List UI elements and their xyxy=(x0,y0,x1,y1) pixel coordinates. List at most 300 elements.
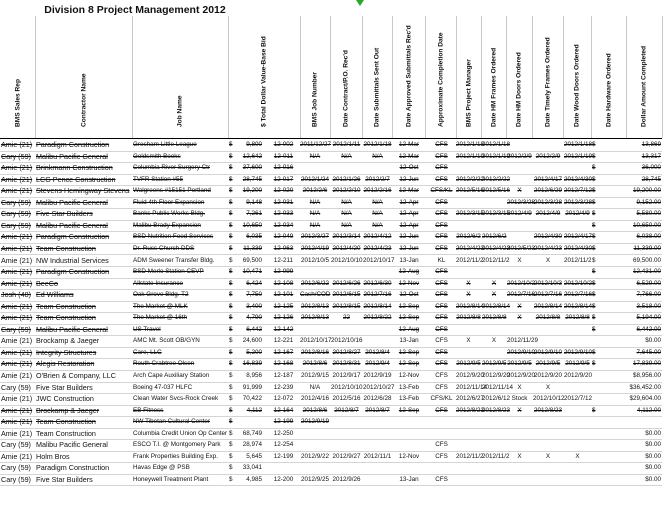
cell-dollar-sign[interactable]: $ xyxy=(592,233,596,241)
cell-dollar-sign[interactable] xyxy=(592,335,600,347)
cell-date-approved[interactable]: 2012/9/19 xyxy=(363,372,392,379)
cell-date-approved[interactable] xyxy=(363,162,392,174)
cell-hm-doors[interactable]: X xyxy=(491,291,497,299)
cell-timely-frames[interactable]: 2012/7/16 xyxy=(507,291,536,299)
cell-contractor[interactable]: Five Star Builders xyxy=(36,209,93,219)
cell-amount-completed[interactable]: 69,500.00 xyxy=(632,256,661,264)
cell-date-approved[interactable]: N/A xyxy=(372,210,383,218)
cell-amount-completed[interactable]: $0.00 xyxy=(645,475,661,483)
cell-date-contract[interactable]: 2012/8/6 xyxy=(302,406,328,414)
cell-completion-date[interactable] xyxy=(393,462,425,474)
cell-contractor[interactable]: Paradigm Construction xyxy=(36,267,110,277)
cell-wood-doors[interactable] xyxy=(533,335,563,347)
cell-base-bid[interactable]: 19,200 xyxy=(242,187,262,195)
cell-amount-completed[interactable]: 6,038.00 xyxy=(636,233,661,241)
cell-dollar-sign[interactable]: $ xyxy=(229,152,233,160)
cell-hm-doors[interactable]: 2012/8/23 xyxy=(482,406,511,414)
cell-sales-rep[interactable]: Amie (21) xyxy=(1,405,33,415)
cell-hm-doors[interactable]: 2012/11/2 xyxy=(482,452,510,460)
cell-sales-rep[interactable]: Amie (21) xyxy=(1,267,33,277)
cell-completion-date[interactable] xyxy=(393,428,425,440)
cell-date-contract[interactable]: 2012/9/25 xyxy=(300,475,329,483)
cell-sales-rep[interactable]: Cary (59) xyxy=(1,197,31,207)
cell-hardware[interactable] xyxy=(564,335,591,347)
cell-dollar-sign[interactable]: $ xyxy=(229,406,233,414)
cell-job-name[interactable]: Banks Public Works Bldg. xyxy=(133,210,205,218)
cell-job-name[interactable]: Malibu Brady Expansion xyxy=(133,221,201,229)
cell-sales-rep[interactable]: Amie (21) xyxy=(1,451,33,461)
cell-date-approved[interactable]: 2012/8/4 xyxy=(365,348,390,356)
cell-date-submittals-sent[interactable]: 2012/9/17 xyxy=(332,372,361,379)
cell-date-submittals-sent[interactable]: N/A xyxy=(341,221,352,229)
column-header-sales-rep[interactable] xyxy=(0,16,36,138)
column-header-date-contract-received[interactable] xyxy=(330,16,363,138)
cell-dollar-sign[interactable]: $ xyxy=(229,233,233,241)
cell-date-submittals-sent[interactable] xyxy=(331,324,362,336)
cell-project-manager[interactable]: CFS xyxy=(435,452,448,460)
cell-job-number[interactable]: 12-250 xyxy=(273,429,294,437)
cell-sales-rep[interactable]: Amie (21) xyxy=(1,417,33,427)
cell-dollar-sign[interactable]: $ xyxy=(229,475,233,483)
cell-timely-frames[interactable] xyxy=(507,428,532,440)
cell-hm-doors[interactable] xyxy=(482,462,506,474)
cell-job-number[interactable]: 12-011 xyxy=(273,152,294,160)
cell-date-approved[interactable] xyxy=(363,266,392,278)
cell-dollar-sign[interactable]: $ xyxy=(229,348,233,356)
cell-date-submittals-sent[interactable]: 2012/8/31 xyxy=(332,360,361,368)
cell-base-bid[interactable]: 12,642 xyxy=(242,152,262,160)
cell-amount-completed[interactable]: $0.00 xyxy=(645,429,661,437)
cell-date-contract[interactable]: 2012/2/6 xyxy=(302,187,328,195)
cell-sales-rep[interactable]: Cary (59) xyxy=(1,382,31,392)
cell-date-contract[interactable] xyxy=(300,439,330,451)
cell-date-approved[interactable] xyxy=(363,474,392,486)
cell-amount-completed[interactable]: 5,194.00 xyxy=(636,314,661,322)
cell-completion-date[interactable]: 12-Sep xyxy=(398,314,420,322)
cell-job-name[interactable]: Oak Grove Bldg. T2 xyxy=(133,291,189,299)
cell-hm-frames[interactable]: 2012/9/20 xyxy=(456,372,485,379)
cell-timely-frames[interactable]: X xyxy=(517,383,522,391)
cell-dollar-sign[interactable]: $ xyxy=(592,198,596,206)
cell-job-number[interactable]: 12-125 xyxy=(273,302,294,310)
cell-wood-doors[interactable] xyxy=(533,462,563,474)
cell-date-submittals-sent[interactable]: N/A xyxy=(341,152,352,160)
cell-job-number[interactable]: 12-020 xyxy=(273,187,294,195)
column-header-contractor-name[interactable] xyxy=(35,16,133,138)
cell-wood-doors[interactable]: 2012/2/9 xyxy=(535,152,561,160)
cell-completion-date[interactable]: 12-Jun xyxy=(399,175,419,183)
cell-hardware[interactable]: 2012/4/30 xyxy=(564,244,593,252)
cell-date-contract[interactable]: 2012/8/16 xyxy=(300,348,329,356)
cell-completion-date[interactable]: 12-Mar xyxy=(399,187,419,195)
cell-amount-completed[interactable]: 7,645.00 xyxy=(636,348,661,356)
cell-contractor[interactable]: Five Star Builders xyxy=(36,382,93,392)
cell-job-number[interactable]: 12-254 xyxy=(273,441,294,449)
cell-job-number[interactable]: 12-221 xyxy=(273,337,294,345)
cell-date-submittals-sent[interactable] xyxy=(331,162,362,174)
cell-job-name[interactable]: Boeing 47-037 HLFC xyxy=(133,383,193,391)
cell-job-name[interactable]: NW Tibetan Cultural Center xyxy=(133,418,210,426)
cell-project-manager[interactable]: CFS xyxy=(435,302,448,310)
cell-timely-frames[interactable]: 2012/10/2 xyxy=(507,279,536,287)
cell-date-approved[interactable]: 2012/11/1 xyxy=(363,452,392,460)
cell-sales-rep[interactable]: Amie (21) xyxy=(1,394,33,404)
cell-job-name[interactable]: EB Fitness xyxy=(133,406,164,414)
cell-dollar-sign[interactable]: $ xyxy=(592,256,596,264)
cell-timely-frames[interactable]: 2012/9/5 xyxy=(507,360,532,368)
cell-wood-doors[interactable]: 2012/8/8 xyxy=(535,314,561,322)
cell-amount-completed[interactable]: 28,745 xyxy=(641,175,661,183)
cell-date-submittals-sent[interactable]: 2012/6/15 xyxy=(332,291,361,299)
cell-completion-date[interactable]: 13-Jan xyxy=(399,337,419,345)
cell-date-contract[interactable]: N/A xyxy=(309,221,321,229)
cell-project-manager[interactable]: CFS xyxy=(435,383,448,391)
cell-sales-rep[interactable]: Cary (59) xyxy=(1,474,31,484)
cell-timely-frames[interactable]: X xyxy=(517,302,522,310)
cell-contractor[interactable]: Team Construction xyxy=(36,313,96,323)
cell-dollar-sign[interactable]: $ xyxy=(229,360,233,368)
cell-completion-date[interactable]: 12-Sep xyxy=(398,360,420,368)
cell-dollar-sign[interactable] xyxy=(592,382,600,394)
cell-timely-frames[interactable] xyxy=(507,462,532,474)
cell-base-bid[interactable]: 6,035 xyxy=(246,233,262,241)
cell-date-contract[interactable] xyxy=(300,462,330,474)
cell-timely-frames[interactable] xyxy=(507,231,532,243)
cell-dollar-sign[interactable]: $ xyxy=(229,268,233,276)
cell-sales-rep[interactable]: Cary (59) xyxy=(1,209,31,219)
cell-date-approved[interactable] xyxy=(363,416,392,428)
cell-job-name[interactable]: Routh Crabtree Olsen xyxy=(133,360,195,368)
cell-dollar-sign[interactable]: $ xyxy=(592,325,596,333)
cell-completion-date[interactable]: 12-Jun xyxy=(399,244,419,252)
cell-date-submittals-sent[interactable]: 2012/4/20 xyxy=(332,244,361,252)
cell-contractor[interactable]: NW Industrial Services xyxy=(36,255,109,265)
cell-amount-completed[interactable]: 10,650.00 xyxy=(632,221,661,229)
cell-date-approved[interactable]: 2012/8/22 xyxy=(363,314,392,322)
cell-hm-doors[interactable]: 2012/6/12 xyxy=(482,395,511,403)
cell-hm-doors[interactable]: X xyxy=(491,337,497,345)
cell-sales-rep[interactable]: Amie (21) xyxy=(1,243,33,253)
cell-hm-doors[interactable]: 2012/9/20 xyxy=(482,372,511,379)
cell-date-contract[interactable]: 2012/8/13 xyxy=(300,314,329,322)
cell-date-submittals-sent[interactable]: 2012/1/11 xyxy=(332,141,361,148)
cell-job-number[interactable]: 12-167 xyxy=(273,348,294,356)
cell-amount-completed[interactable]: $8,956.00 xyxy=(632,372,661,379)
column-header-date-submittals-sent[interactable] xyxy=(362,16,393,138)
cell-timely-frames[interactable] xyxy=(507,174,532,186)
cell-hm-frames[interactable]: 2012/4/23 xyxy=(456,244,485,252)
cell-amount-completed[interactable]: $0.00 xyxy=(645,441,661,449)
cell-hardware[interactable]: 2012/8/14 xyxy=(564,302,593,310)
cell-timely-frames[interactable] xyxy=(507,266,532,278)
cell-wood-doors[interactable]: X xyxy=(545,383,551,391)
cell-contractor[interactable]: Alegis Restoration xyxy=(36,359,95,369)
cell-date-approved[interactable]: 2012/2/7 xyxy=(365,175,390,183)
cell-completion-date[interactable]: 12-Mar xyxy=(399,141,419,148)
cell-date-submittals-sent[interactable] xyxy=(331,428,362,440)
cell-sales-rep[interactable]: Cary (59) xyxy=(1,440,31,450)
cell-base-bid[interactable]: 9,148 xyxy=(246,198,262,206)
cell-contractor[interactable]: Malibu Pacific General xyxy=(36,220,108,230)
cell-job-name[interactable]: Dr. Russ Church DDS xyxy=(133,244,195,252)
cell-completion-date[interactable]: 12-Apr xyxy=(399,210,419,218)
cell-timely-frames[interactable] xyxy=(507,439,532,451)
cell-hm-frames[interactable]: X xyxy=(466,291,471,299)
cell-dollar-sign[interactable]: $ xyxy=(229,210,233,218)
cell-hm-frames[interactable]: 2012/2/22 xyxy=(456,175,485,183)
cell-hm-doors[interactable] xyxy=(482,220,506,232)
cell-job-name[interactable]: Goldsmith Books xyxy=(133,152,181,160)
cell-dollar-sign[interactable]: $ xyxy=(592,291,596,299)
cell-timely-frames[interactable]: X xyxy=(517,406,522,414)
cell-hardware[interactable]: 2012/3/28 xyxy=(564,198,593,206)
cell-date-submittals-sent[interactable]: 2012/10/16 xyxy=(331,337,363,345)
cell-dollar-sign[interactable]: $ xyxy=(592,360,596,368)
cell-wood-doors[interactable] xyxy=(533,162,563,174)
cell-completion-date[interactable]: 12-Aug xyxy=(398,325,420,333)
cell-completion-date[interactable]: 12-Apr xyxy=(399,198,419,206)
cell-sales-rep[interactable]: Amie (21) xyxy=(1,140,33,149)
cell-timely-frames[interactable]: X xyxy=(517,452,522,460)
cell-hardware[interactable] xyxy=(564,162,591,174)
cell-dollar-sign[interactable] xyxy=(592,428,600,440)
cell-project-manager[interactable]: CFS xyxy=(435,233,448,241)
cell-job-number[interactable]: 12-063 xyxy=(273,244,294,252)
cell-hardware[interactable] xyxy=(564,382,591,394)
cell-date-contract[interactable]: N/A xyxy=(309,198,321,206)
cell-dollar-sign[interactable]: $ xyxy=(229,302,233,310)
cell-date-approved[interactable]: N/A xyxy=(372,221,383,229)
cell-job-name[interactable]: The Market @ 16th xyxy=(133,314,187,322)
cell-date-approved[interactable] xyxy=(363,324,392,336)
cell-hm-frames[interactable]: 2012/1/18 xyxy=(456,141,485,148)
cell-hm-frames[interactable]: 2012/1/19 xyxy=(456,152,485,160)
cell-date-approved[interactable]: 2012/10/17 xyxy=(363,256,395,264)
cell-date-approved[interactable]: 2012/7/16 xyxy=(363,291,392,299)
cell-wood-doors[interactable]: 2012/4/23 xyxy=(533,244,562,252)
cell-job-number[interactable]: 12-108 xyxy=(273,279,294,287)
cell-job-number[interactable]: 12-126 xyxy=(273,314,294,322)
cell-dollar-sign[interactable]: $ xyxy=(229,141,233,148)
cell-sales-rep[interactable]: Amie (21) xyxy=(1,278,33,288)
cell-contractor[interactable]: Team Construction xyxy=(36,417,96,427)
cell-wood-doors[interactable]: 2012/9/5 xyxy=(535,360,561,368)
cell-date-approved[interactable]: 2012/1/18 xyxy=(363,141,392,148)
cell-hardware[interactable] xyxy=(564,416,591,428)
cell-job-name[interactable]: TVFR Station #55 xyxy=(133,175,184,183)
cell-date-contract[interactable]: 2012/3/27 xyxy=(300,233,329,241)
cell-base-bid[interactable]: 8,956 xyxy=(246,372,262,379)
cell-job-name[interactable]: Allstate Insurance xyxy=(133,279,184,287)
cell-hm-frames[interactable] xyxy=(456,347,481,359)
cell-job-number[interactable]: 12-016 xyxy=(273,164,294,172)
cell-dollar-sign[interactable]: $ xyxy=(229,441,233,449)
cell-project-manager[interactable]: CFS xyxy=(435,314,448,322)
cell-date-approved[interactable]: 2012/8/7 xyxy=(365,406,390,414)
cell-hm-frames[interactable] xyxy=(456,197,481,209)
cell-job-name[interactable]: Care, LLC xyxy=(133,348,162,356)
cell-job-name[interactable]: Arch Cape Auxiliary Station xyxy=(133,372,210,379)
cell-completion-date[interactable] xyxy=(393,439,425,451)
cell-timely-frames[interactable]: 2012/9/10 xyxy=(507,348,536,356)
cell-hardware[interactable]: 2012/1/18 xyxy=(564,141,593,148)
cell-amount-completed[interactable]: 9,152.00 xyxy=(636,198,661,206)
cell-timely-frames[interactable]: X xyxy=(517,187,522,195)
cell-hm-doors[interactable] xyxy=(482,266,506,278)
table-row[interactable] xyxy=(0,474,662,487)
cell-sales-rep[interactable]: Amie (21) xyxy=(1,313,33,323)
cell-amount-completed[interactable] xyxy=(600,416,661,428)
cell-sales-rep[interactable]: Amie (21) xyxy=(1,163,33,173)
cell-hm-frames[interactable] xyxy=(456,162,481,174)
cell-base-bid[interactable]: 7,750 xyxy=(246,291,262,299)
cell-contractor[interactable]: Ed Williams xyxy=(36,290,74,300)
cell-timely-frames[interactable] xyxy=(507,220,532,232)
cell-hm-doors[interactable]: 2012/2/22 xyxy=(482,175,511,183)
cell-base-bid[interactable]: 7,261 xyxy=(246,210,262,218)
cell-wood-doors[interactable] xyxy=(533,416,563,428)
cell-dollar-sign[interactable] xyxy=(592,439,600,451)
cell-dollar-sign[interactable]: $ xyxy=(229,221,233,229)
cell-job-name[interactable]: BSD Nutrition Food Services xyxy=(133,233,214,241)
cell-amount-completed[interactable]: 17,839.00 xyxy=(632,360,661,368)
cell-amount-completed[interactable]: 4,112.00 xyxy=(636,406,661,414)
cell-contractor[interactable]: Paradigm Construction xyxy=(36,463,110,473)
cell-date-contract[interactable]: 2012/8/6 xyxy=(302,360,328,368)
cell-date-contract[interactable] xyxy=(300,324,330,336)
cell-contractor[interactable]: Team Construction xyxy=(36,301,96,311)
cell-hm-doors[interactable]: 2012/8/14 xyxy=(482,302,511,310)
cell-dollar-sign[interactable]: $ xyxy=(592,268,596,276)
cell-amount-completed[interactable]: $0.00 xyxy=(645,452,661,460)
cell-timely-frames[interactable]: 2012/11/29 xyxy=(507,337,539,345)
cell-completion-date[interactable]: 12-Sep xyxy=(398,348,420,356)
cell-project-manager[interactable] xyxy=(428,462,455,474)
cell-job-number[interactable]: 12-187 xyxy=(273,372,294,379)
cell-dollar-sign[interactable] xyxy=(592,416,600,428)
cell-contractor[interactable]: Brockamp & Jaeger xyxy=(36,405,100,415)
cell-wood-doors[interactable]: 2012/3/28 xyxy=(533,198,562,206)
cell-hm-doors[interactable]: X xyxy=(491,279,497,287)
cell-date-submittals-sent[interactable]: 2012/5/16 xyxy=(332,395,361,403)
cell-contractor[interactable]: Integrity Structures xyxy=(36,347,97,357)
cell-date-submittals-sent[interactable] xyxy=(331,416,362,428)
cell-timely-frames[interactable]: 2012/3/28 xyxy=(507,198,536,206)
cell-hm-frames[interactable] xyxy=(456,416,481,428)
cell-dollar-sign[interactable]: $ xyxy=(229,395,233,403)
cell-dollar-sign[interactable]: $ xyxy=(229,279,233,287)
cell-hm-doors[interactable]: 2012/5/16 xyxy=(482,187,511,195)
cell-contractor[interactable]: Paradigm Construction xyxy=(36,140,110,149)
cell-wood-doors[interactable] xyxy=(533,428,563,440)
cell-date-contract[interactable]: 2012/10/17 xyxy=(300,337,332,345)
cell-timely-frames[interactable] xyxy=(507,324,532,336)
cell-hm-frames[interactable]: 2012/3/15 xyxy=(456,210,485,218)
cell-job-number[interactable]: 12-199 xyxy=(273,452,294,460)
cell-dollar-sign[interactable]: $ xyxy=(229,164,233,172)
cell-project-manager[interactable]: CFS xyxy=(435,175,448,183)
cell-hm-frames[interactable] xyxy=(456,324,481,336)
cell-wood-doors[interactable]: 2012/10/12 xyxy=(533,395,565,403)
cell-timely-frames[interactable]: 2012/5/23 xyxy=(507,244,536,252)
cell-hm-frames[interactable]: 2012/5/16 xyxy=(456,187,485,195)
cell-hm-frames[interactable]: 2012/11/14 xyxy=(456,383,488,391)
cell-project-manager[interactable]: CFS/KL xyxy=(430,187,453,195)
cell-hardware[interactable] xyxy=(564,428,591,440)
cell-amount-completed[interactable]: $29,604.00 xyxy=(629,395,661,403)
cell-completion-date[interactable]: 12-Oct xyxy=(399,164,419,172)
cell-dollar-sign[interactable]: $ xyxy=(229,175,233,183)
cell-job-number[interactable]: 12-034 xyxy=(273,221,294,229)
cell-dollar-sign[interactable]: $ xyxy=(592,406,596,414)
cell-contractor[interactable]: Five Star Builders xyxy=(36,474,93,484)
cell-hm-doors[interactable] xyxy=(482,197,506,209)
cell-wood-doors[interactable]: 2012/4/30 xyxy=(533,233,562,241)
cell-hm-frames[interactable] xyxy=(456,220,481,232)
cell-base-bid[interactable]: 24,600 xyxy=(242,337,262,345)
cell-hardware[interactable]: 2012/8/8 xyxy=(565,314,590,322)
cell-job-name[interactable]: The Market @ MLK xyxy=(133,302,188,310)
cell-hm-frames[interactable]: X xyxy=(466,337,471,345)
cell-job-number[interactable]: 12-017 xyxy=(273,175,294,183)
cell-wood-doors[interactable]: 2012/10/3 xyxy=(533,279,562,287)
cell-project-manager[interactable]: CFS xyxy=(435,441,448,449)
cell-job-name[interactable]: AMC Mt. Scott OB/GYN xyxy=(133,337,200,345)
column-header-job-name[interactable] xyxy=(132,16,229,138)
cell-project-manager[interactable]: CFS xyxy=(435,279,448,287)
cell-hm-frames[interactable]: 2012/9/5 xyxy=(456,360,481,368)
cell-project-manager[interactable]: CFS xyxy=(435,337,448,345)
cell-dollar-sign[interactable]: $ xyxy=(229,244,233,252)
cell-project-manager[interactable]: CFS xyxy=(435,360,448,368)
cell-hardware[interactable]: 2012/4/30 xyxy=(564,175,593,183)
cell-date-contract[interactable]: 2012/9/22 xyxy=(300,452,329,460)
cell-job-number[interactable]: 12-002 xyxy=(273,141,294,148)
cell-sales-rep[interactable]: Amie (21) xyxy=(1,371,33,380)
cell-hardware[interactable]: 2012/7/16 xyxy=(564,291,593,299)
cell-wood-doors[interactable]: X xyxy=(545,452,551,460)
cell-amount-completed[interactable]: 5,580.00 xyxy=(636,210,661,218)
cell-job-name[interactable]: Fluid 4th Floor Expansion xyxy=(133,198,205,206)
cell-contractor[interactable]: BeeCo xyxy=(36,278,58,288)
cell-project-manager[interactable]: CFS xyxy=(435,406,448,414)
cell-dollar-sign[interactable]: $ xyxy=(229,418,233,426)
cell-job-name[interactable]: Walgreens #15151 Portland xyxy=(133,187,211,195)
cell-hm-frames[interactable]: 2012/8/23 xyxy=(456,406,485,414)
cell-sales-rep[interactable]: Amie (21) xyxy=(1,359,33,369)
cell-date-submittals-sent[interactable]: N/A xyxy=(341,198,352,206)
column-header-date-wood-doors-ordered[interactable] xyxy=(563,16,592,138)
cell-base-bid[interactable]: 37,600 xyxy=(242,164,262,172)
cell-hm-doors[interactable]: 2012/3/15 xyxy=(482,210,511,218)
cell-dollar-sign[interactable]: $ xyxy=(592,164,596,172)
cell-completion-date[interactable]: 13-Feb xyxy=(399,395,419,403)
cell-project-manager[interactable]: CFS xyxy=(435,164,448,172)
cell-date-approved[interactable]: 2012/9/4 xyxy=(365,360,390,368)
cell-date-submittals-sent[interactable]: 2012/1/26 xyxy=(332,175,361,183)
cell-base-bid[interactable]: 3,400 xyxy=(246,302,262,310)
cell-hm-doors[interactable] xyxy=(482,324,506,336)
cell-date-contract[interactable]: 2012/8/13 xyxy=(300,302,329,310)
cell-dollar-sign[interactable]: $ xyxy=(592,221,596,229)
cell-job-number[interactable]: 12-033 xyxy=(273,210,294,218)
cell-hm-doors[interactable] xyxy=(482,162,506,174)
cell-wood-doors[interactable]: 2012/9/20 xyxy=(533,372,562,379)
cell-hardware[interactable]: 2012/7/12 xyxy=(564,395,593,403)
cell-base-bid[interactable]: 16,839 xyxy=(242,360,262,368)
cell-job-name[interactable]: Honeywell Treatment Plant xyxy=(133,475,209,483)
cell-sales-rep[interactable]: Cary (59) xyxy=(1,151,31,161)
